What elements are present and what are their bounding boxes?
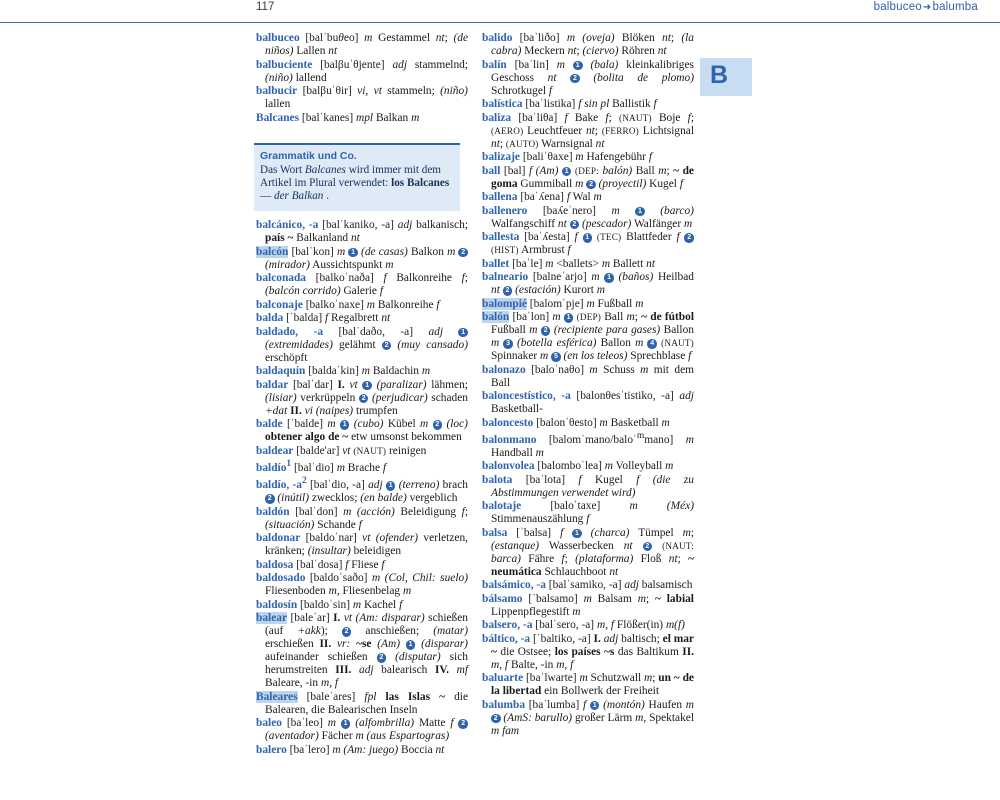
left-column xyxy=(256,32,468,757)
headword: balido xyxy=(482,32,513,44)
headword: ballena xyxy=(482,191,518,203)
grammar-box-text: Das Wort Balcanes wird immer mit dem Artikel im Plural verwendet: los Balcanes — der Balkan . xyxy=(260,164,450,203)
headword: balsa xyxy=(482,526,508,539)
headword: balbuceo xyxy=(256,32,300,44)
headword: Balcanes xyxy=(256,111,300,124)
dictionary-entry: balonmano [balomˈmano/baloˈ$^m$mano] m Handball m xyxy=(482,431,694,459)
dictionary-entry: baleo [baˈleo] m 1 (alfombrilla) Matte f 2 (aventador) Fächer m (aus Espartogras) xyxy=(256,717,468,743)
dictionary-entry: bálsamo [ˈbalsamo] m Balsam m; ~ labial Lippenpflegestift m xyxy=(482,592,694,618)
headword: balconaje xyxy=(256,298,303,311)
dictionary-entry: balconada [balkoˈnaða] f Balkonreihe f; (balcón corrido) Galerie f xyxy=(256,272,468,297)
headword: balsero, -a xyxy=(482,619,533,632)
headword: baldado, -a xyxy=(256,325,324,338)
dictionary-entry: balbuciente [balβuˈθjente] adj stammelnd; (niño) lallend xyxy=(256,58,468,84)
headword: balsámico, -a xyxy=(482,579,546,592)
dictionary-entry: balido [baˈliðo] m (oveja) Blöken nt; (la cabra) Meckern nt; (ciervo) Röhren nt xyxy=(482,32,694,57)
dictionary-entry: ballena [baˈʎena] f Wal m xyxy=(482,191,602,203)
thumb-index-tab[interactable] xyxy=(700,58,752,96)
dictionary-entry: balsero, -a [balˈsero, -a] m, f Flößer(in) m(f) xyxy=(482,619,685,632)
dictionary-entry: baldosado [baldoˈsaðo] m (Col, Chil: suelo) Fliesenboden m, Fliesenbelag m xyxy=(256,572,469,598)
dictionary-entry: balompié [balomˈpje] m Fußball m xyxy=(482,297,644,310)
dictionary-entry: balística [baˈlistika] f sin pl Ballistik f xyxy=(482,98,657,110)
headword: baluarte xyxy=(482,672,524,685)
dictionary-entry: balde [ˈbalde] m 1 (cubo) Kübel m 2 (loc) obtener algo de ~ etw umsonst bekommen xyxy=(256,418,468,443)
dictionary-entry: baldear [balde'ar] vt (NAUT) reinigen xyxy=(256,444,427,457)
headword: baldío, $-a^2$ xyxy=(256,476,307,492)
grammar-info-box xyxy=(254,143,460,211)
headword-highlighted: balear xyxy=(256,612,288,625)
dictionary-entry: baldaquín [baldaˈkin] m Baldachin m xyxy=(256,365,431,377)
page-header xyxy=(0,0,1000,23)
headword: balizaje xyxy=(482,151,520,163)
dictionary-entry: balcánico, -a [balˈkaniko, -a] adj balkanisch; país ~ Balkanland nt xyxy=(256,219,469,244)
headword: balbucir xyxy=(256,85,298,97)
dictionary-entry: balizaje [baliˈθaxe] m Hafengebühr f xyxy=(482,151,652,163)
headword: baloncesto xyxy=(482,416,534,429)
dictionary-entry: baldosín [baldoˈsin] m Kachel f xyxy=(256,598,403,611)
headword: balda xyxy=(256,312,284,324)
dictionary-entry: balero [baˈlero] m (Am: juego) Boccia nt xyxy=(256,743,445,756)
grammar-box-title: Grammatik und Co. xyxy=(260,150,357,162)
headword: baldosa xyxy=(256,558,294,571)
dictionary-entry: balda [ˈbalda] f Regalbrett nt xyxy=(256,312,391,324)
headword: baldosín xyxy=(256,598,298,611)
headword: balota xyxy=(482,473,513,486)
headword: baldonar xyxy=(256,532,301,545)
dictionary-entry: baldonar [baldoˈnar] vt (ofender) verletzen, kränken; (insultar) beleidigen xyxy=(256,532,468,558)
dictionary-entry: ballenero [baʎeˈnero] m 1 (barco) Walfangschiff nt 2 (pescador) Walfänger m xyxy=(482,204,694,230)
dictionary-entry: balcón [balˈkon] m 1 (de casas) Balkon m 2 (mirador) Aussichtspunkt m xyxy=(256,246,468,272)
folio-number: 117 xyxy=(256,1,275,13)
headword: balbuciente xyxy=(256,58,313,71)
dictionary-entry: balbuceo [balˈbuθeo] m Gestammel nt; (de niños) Lallen nt xyxy=(256,32,468,57)
running-head-left: balbuceo xyxy=(873,1,922,13)
headword: balística xyxy=(482,98,523,110)
headword: balde xyxy=(256,418,283,430)
headword-highlighted: balón xyxy=(482,311,510,323)
headword: baloncestístico, -a xyxy=(482,390,571,402)
headword: ballet xyxy=(482,257,510,270)
dictionary-entry: balear [baleˈar] I. vt (Am: disparar) schießen (auf +akk); 2 anschießen; (matar) erschießen II. vr: ~se (Am) 1 (disparar) aufeinander schießen 2 (disputar) sich herumstreiten III. adj balearisch IV. mf Baleare, -in m, f xyxy=(256,612,469,690)
dictionary-entry: baluarte [baˈlwarte] m Schutzwall m; un ~ de la libertad ein Bollwerk der Freiheit xyxy=(482,672,694,698)
headword: balín xyxy=(482,58,507,71)
dictionary-entry: baldar [balˈdar] I. vt 1 (paralizar) lähmen; (lisiar) verkrüppeln 2 (perjudicar) schaden +dat II. vi (naipes) trumpfen xyxy=(256,378,468,417)
headword: baliza xyxy=(482,111,512,124)
headword: baldío$^1$ xyxy=(256,459,292,474)
dictionary-entry: baldío, $-a^2$ [balˈdio, -a] adj 1 (terreno) brach 2 (inútil) zwecklos; (en balde) vergeblich xyxy=(256,476,468,505)
dictionary-entry: Baleares [baleˈares] fpl las Islas ~ die Balearen, die Balearischen Inseln xyxy=(256,690,469,716)
dictionary-entry: balonvolea [balomboˈlea] m Volleyball m xyxy=(482,460,674,473)
headword: balero xyxy=(256,743,287,756)
dictionary-entry: ball [bal] f (Am) 1 (DEP: balón) Ball m; ~ de goma Gummiball m 2 (proyectil) Kugel f xyxy=(482,164,694,190)
running-head-right: balumba xyxy=(932,1,978,13)
headword: ball xyxy=(482,164,501,177)
dictionary-entry: balón [baˈlon] m 1 (DEP) Ball m; ~ de fútbol Fußball m 2 (recipiente para gases) Ballon m 3 (botella esférica) Ballon m 4 (NAUT) Spinnaker m 5 (en los teleos) Sprechblase f xyxy=(482,311,694,362)
running-head-arrow-icon: ➜ xyxy=(922,2,932,13)
headword: balumba xyxy=(482,698,526,711)
headword: ballesta xyxy=(482,231,520,243)
dictionary-entry: balín [baˈlin] m 1 (bala) kleinkalibriges Geschoss nt 2 (bolita de plomo) Schrotkugel f xyxy=(482,58,694,97)
headword: baldón xyxy=(256,505,290,518)
dictionary-entry: ballesta [baˈʎesta] f 1 (TEC) Blattfeder f 2 (HIST) Armbrust f xyxy=(482,231,694,257)
headword: balonmano xyxy=(482,433,537,446)
headword: balcánico, -a xyxy=(256,219,319,231)
dictionary-entry: baldosa [balˈdosa] f Fliese f xyxy=(256,558,385,571)
dictionary-entry: balneario [balneˈarjo] m 1 (baños) Heilbad nt 2 (estación) Kurort m xyxy=(482,271,694,296)
headword-highlighted: balcón xyxy=(256,245,289,258)
headword: baldosado xyxy=(256,572,306,585)
headword-highlighted: balompié xyxy=(482,297,527,310)
dictionary-entry: baldío$^1$ [balˈdio] m Brache f xyxy=(256,459,387,474)
headword: baldear xyxy=(256,444,294,457)
dictionary-entry: báltico, -a [ˈbaltiko, -a] I. adj baltisch; el mar ~ die Ostsee; los países ~s das Baltikum II. m, f Balte, -in m, f xyxy=(482,632,694,671)
dictionary-entry: balconaje [balkoˈnaxe] m Balkonreihe f xyxy=(256,298,440,311)
dictionary-entry: balumba [baˈlumba] f 1 (montón) Haufen m 2 (AmS: barullo) großer Lärm m, Spektakel m fam xyxy=(482,698,694,737)
dictionary-entry: baloncesto [balonˈθesto] m Basketball m xyxy=(482,416,670,429)
dictionary-entry: balotaje [baloˈtaxe] m (Méx) Stimmenauszählung f xyxy=(482,500,694,526)
dictionary-entry: Balcanes [balˈkanes] mpl Balkan m xyxy=(256,111,420,124)
dictionary-entry: balonazo [baloˈnaθo] m Schuss m mit dem Ball xyxy=(482,363,695,389)
headword: ballenero xyxy=(482,204,528,217)
headword-highlighted: Baleares xyxy=(256,690,298,703)
headword: baleo xyxy=(256,717,282,730)
thumb-index-letter: B xyxy=(710,61,729,89)
dictionary-entry: balsámico, -a [balˈsamiko, -a] adj balsamisch xyxy=(482,579,693,592)
dictionary-entry: balsa [ˈbalsa] f 1 (charca) Tümpel m; (estanque) Wasserbecken nt 2 (NAUT: barca) Fähre f; (plataforma) Floß nt; ~ neumática Schlauchboot nt xyxy=(482,526,695,578)
dictionary-entry: balota [baˈlota] f Kugel f (die zu Abstimmungen verwendet wird) xyxy=(482,473,694,499)
headword: baldar xyxy=(256,378,289,391)
headword: balonazo xyxy=(482,363,526,376)
right-column xyxy=(482,32,694,738)
dictionary-entry: baloncestístico, -a [balonθesˈtistiko, -a] adj Basketball- xyxy=(482,390,694,415)
headword: bálsamo xyxy=(482,592,523,605)
dictionary-entry: baliza [baˈliθa] f Bake f; (NAUT) Boje f; (AERO) Leuchtfeuer nt; (FERRO) Lichtsignal nt; (AUTO) Warnsignal nt xyxy=(482,111,694,150)
headword: balconada xyxy=(256,272,307,284)
headword: balneario xyxy=(482,271,529,283)
headword: balotaje xyxy=(482,500,522,513)
dictionary-entry: balbucir [balβuˈθir] vi, vt stammeln; (niño) lallen xyxy=(256,85,468,110)
headword: balonvolea xyxy=(482,460,535,473)
headword: báltico, -a xyxy=(482,632,531,645)
running-head xyxy=(874,1,978,13)
dictionary-entry: baldado, -a [balˈdaðo, -a] adj 1 (extremidades) gelähmt 2 (muy cansado) erschöpft xyxy=(256,325,468,364)
dictionary-entry: baldón [balˈdon] m (acción) Beleidigung f; (situación) Schande f xyxy=(256,505,469,531)
headword: baldaquín xyxy=(256,365,306,377)
dictionary-entry: ballet [baˈle] m <ballets> m Ballett nt xyxy=(482,257,655,270)
